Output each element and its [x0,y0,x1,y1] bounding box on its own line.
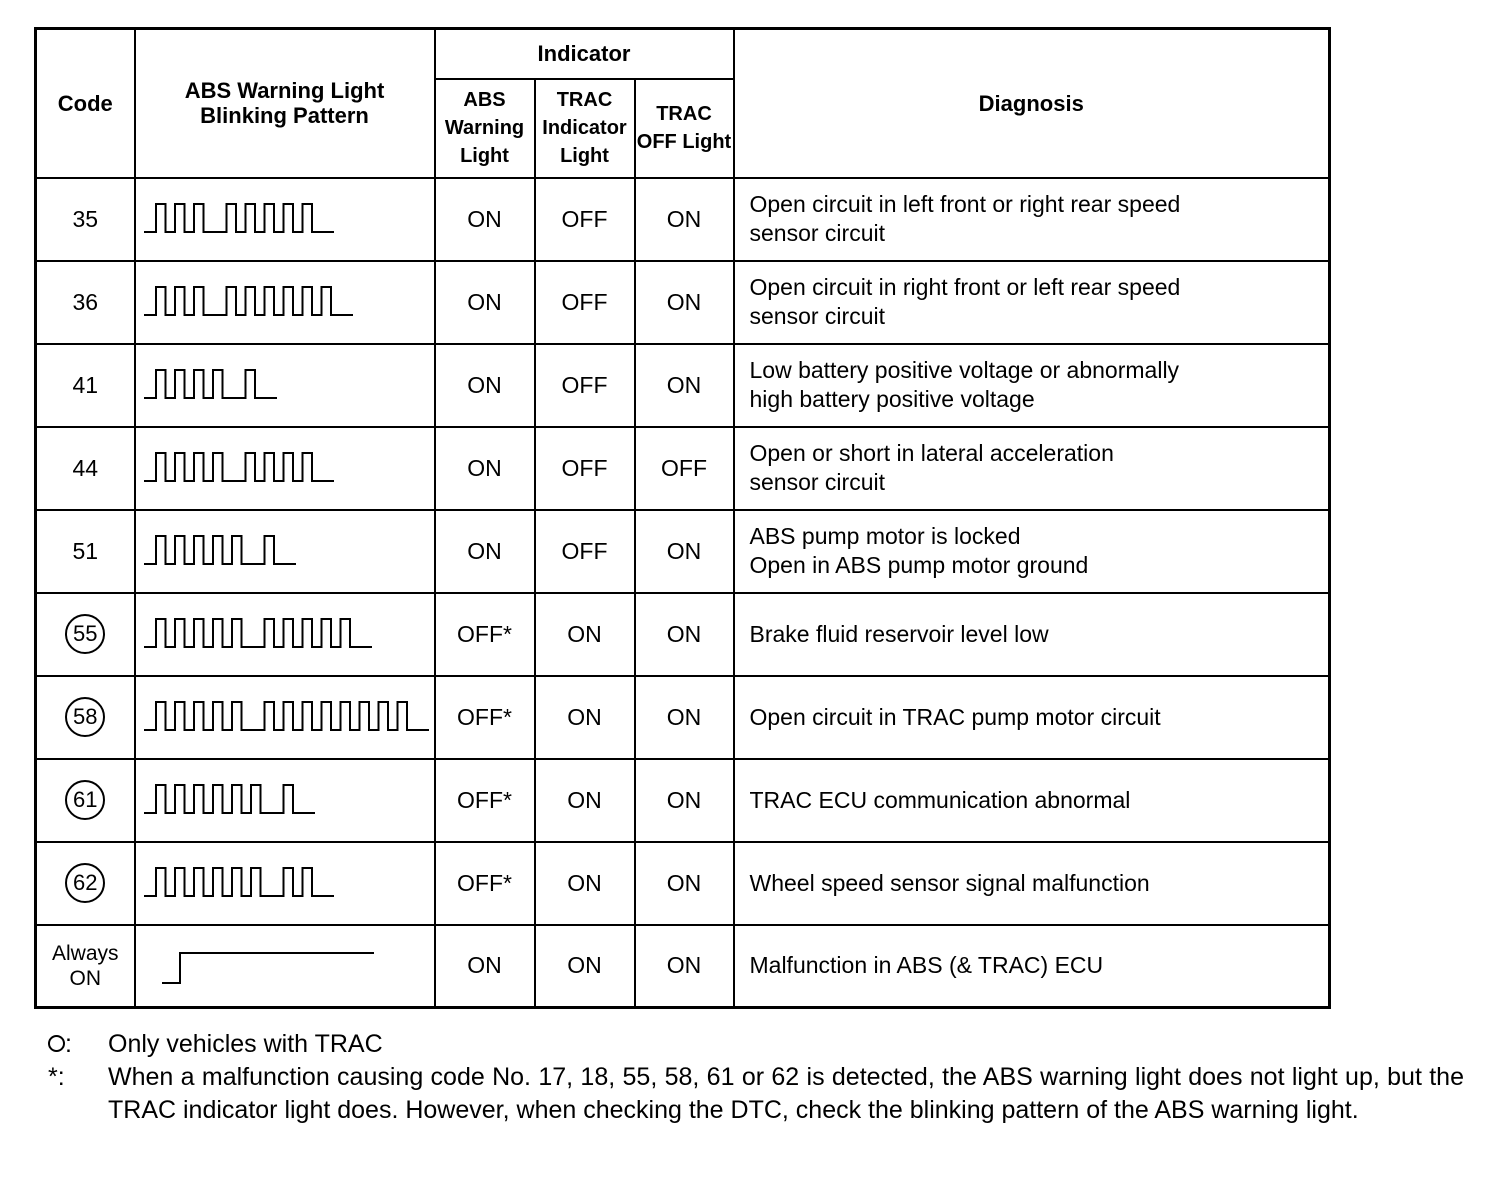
diagnosis-cell [734,676,1330,759]
diagnosis-cell [734,510,1330,593]
diagnosis-line: sensor circuit [749,220,885,246]
footnote-star [48,1061,1464,1127]
abs-light-cell: OFF* [435,842,535,925]
diagnosis-line: sensor circuit [749,469,885,495]
table-row [36,344,1330,427]
code-line: Always [51,941,119,965]
table-row [36,842,1330,925]
code-cell [36,759,135,842]
diagnosis-line: Open in ABS pump motor ground [749,552,1089,578]
trac-indicator-cell: OFF [535,427,635,510]
abs-light-cell: ON [435,510,535,593]
footnote-star-mark: *: [48,1063,65,1091]
trac-indicator-cell: OFF [535,261,635,344]
pattern-cell [135,759,435,842]
trac-indicator-cell: ON [535,759,635,842]
code-cell [36,842,135,925]
footnote-star-text: When a malfunction causing code No. 17, 18, 55, 58, 61 or 62 is detected, the ABS warning light does not light up, but the TRAC indicator light does. However, when checking the DTC, check the blinking pattern of the ABS warning light. [108,1063,1464,1124]
pattern-cell [135,925,435,1008]
blink-pattern-trace [144,785,315,813]
trac-off-cell: ON [635,178,734,261]
diagnosis-cell [734,427,1330,510]
trac-off-cell: OFF [635,427,734,510]
trac-off-cell: ON [635,593,734,676]
table-row [36,178,1330,261]
footnote-trac [48,1028,1464,1061]
diagnosis-cell [734,925,1330,1008]
blink-pattern-trace [144,370,277,398]
diagnosis-cell [734,759,1330,842]
indicator-header: Indicator [435,29,734,79]
trac-indicator-cell: ON [535,676,635,759]
blink-pattern-icon [144,614,429,654]
blink-pattern-trace [144,619,372,647]
diagnosis-line: Brake fluid reservoir level low [749,620,1049,647]
abs-light-cell: OFF* [435,676,535,759]
code-cell [36,510,135,593]
table-row [36,427,1330,510]
abs-warning-light-header: ABS Warning Light [435,79,535,178]
blink-pattern-icon [144,199,429,239]
table-row [36,261,1330,344]
abs-light-cell: OFF* [435,759,535,842]
circled-code: 58 [65,697,105,737]
diagnosis-cell [734,178,1330,261]
blink-pattern-trace [144,702,429,730]
trac-off-cell: ON [635,344,734,427]
blink-pattern-trace [144,287,353,315]
abs-light-cell: ON [435,261,535,344]
diagnosis-header: Diagnosis [734,29,1330,178]
code-cell [36,427,135,510]
code-cell [36,593,135,676]
pattern-cell [135,676,435,759]
trac-off-light-header: TRAC OFF Light [635,79,734,178]
trac-indicator-cell: ON [535,925,635,1008]
code-value: 41 [72,371,99,398]
blink-pattern-icon [144,365,429,405]
blink-pattern-icon [144,946,429,986]
trac-off-cell: ON [635,925,734,1008]
abs-light-cell: ON [435,344,535,427]
diagnosis-line: Wheel speed sensor signal malfunction [749,869,1150,896]
dtc-table [34,27,1331,1009]
diagnosis-line: Open circuit in left front or right rear speed [749,191,1181,217]
pattern-cell [135,510,435,593]
blink-pattern-icon [144,863,429,903]
circled-code: 61 [65,780,105,820]
code-header: Code [36,29,135,178]
circled-code: 55 [65,614,105,654]
footnote-circle-mark: : [65,1030,72,1058]
pattern-cell [135,261,435,344]
trac-indicator-cell: ON [535,593,635,676]
blink-pattern-icon [144,531,429,571]
trac-indicator-cell: ON [535,842,635,925]
blink-pattern-icon [144,282,429,322]
abs-light-cell: OFF* [435,593,535,676]
diagnosis-line: Open circuit in TRAC pump motor circuit [749,703,1161,730]
blink-pattern-icon [144,448,429,488]
diagnosis-line: ABS pump motor is locked [749,523,1021,549]
code-value: 36 [72,288,99,315]
pattern-cell [135,427,435,510]
trac-off-cell: ON [635,759,734,842]
trac-indicator-light-header: TRAC Indicator Light [535,79,635,178]
trac-off-cell: ON [635,261,734,344]
footnotes [48,1028,1464,1127]
code-value: 44 [72,454,99,481]
code-cell [36,925,135,1008]
pattern-cell [135,344,435,427]
blink-pattern-trace [162,953,374,983]
code-cell [36,261,135,344]
blink-pattern-trace [144,453,334,481]
table-row [36,925,1330,1008]
trac-off-cell: ON [635,842,734,925]
diagnosis-cell [734,344,1330,427]
code-value: 35 [72,205,99,232]
pattern-cell [135,178,435,261]
pattern-cell [135,842,435,925]
trac-indicator-cell: OFF [535,510,635,593]
code-value: 51 [72,537,99,564]
diagnosis-line: Open circuit in right front or left rear speed [749,274,1181,300]
diagnosis-cell [734,593,1330,676]
trac-indicator-cell: OFF [535,344,635,427]
diagnosis-line: Malfunction in ABS (& TRAC) ECU [749,952,1104,979]
trac-off-cell: ON [635,676,734,759]
blink-pattern-trace [144,204,334,232]
diagnosis-line: TRAC ECU communication abnormal [749,786,1131,813]
diagnosis-line: high battery positive voltage [749,386,1035,412]
table-row [36,759,1330,842]
diagnosis-line: Low battery positive voltage or abnormally [749,357,1180,383]
diagnosis-line: Open or short in lateral acceleration [749,440,1114,466]
code-cell [36,178,135,261]
table-row [36,510,1330,593]
diagnosis-line: sensor circuit [749,303,885,329]
circle-mark-icon [48,1035,65,1052]
trac-off-cell: ON [635,510,734,593]
code-line: ON [69,966,101,990]
blink-pattern-trace [144,868,334,896]
trac-indicator-cell: OFF [535,178,635,261]
abs-light-cell: ON [435,925,535,1008]
table-row [36,676,1330,759]
pattern-header: ABS Warning Light Blinking Pattern [135,29,435,178]
circled-code: 62 [65,863,105,903]
blink-pattern-icon [144,780,429,820]
footnote-circle-text: Only vehicles with TRAC [108,1030,383,1058]
blink-pattern-icon [144,697,429,737]
pattern-cell [135,593,435,676]
code-cell [36,344,135,427]
table-body [36,178,1330,1008]
diagnosis-cell [734,842,1330,925]
abs-light-cell: ON [435,427,535,510]
diagnosis-cell [734,261,1330,344]
table-row [36,593,1330,676]
blink-pattern-trace [144,536,296,564]
code-cell [36,676,135,759]
abs-light-cell: ON [435,178,535,261]
code-value [37,941,134,991]
